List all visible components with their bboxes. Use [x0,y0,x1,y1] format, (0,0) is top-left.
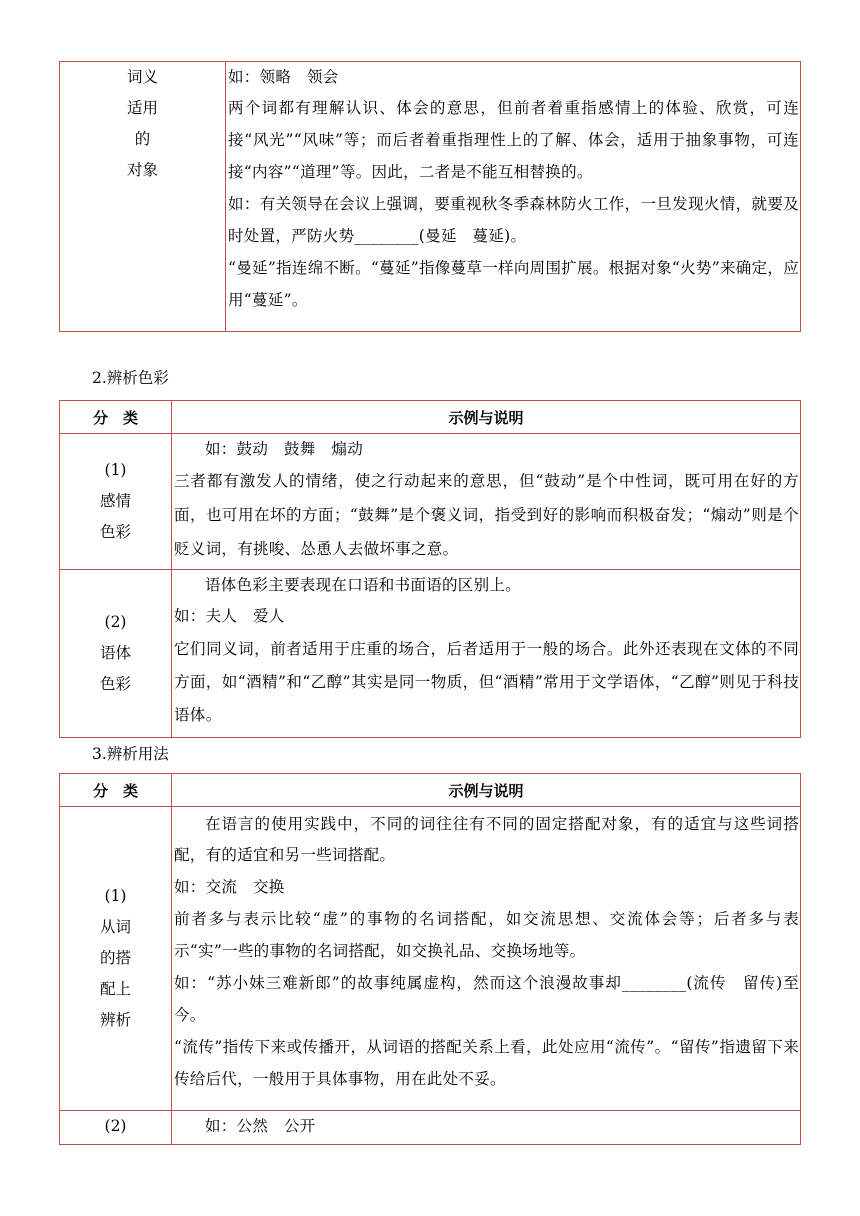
row-label [60,807,172,1111]
row-content [172,1111,801,1145]
example-line: 如：交流 交换 [174,878,285,896]
label-line: 对象 [126,161,158,179]
row-label [60,62,226,332]
section-heading: 3.辨析用法 [92,745,169,763]
explanation-paragraph: “曼延”指连绵不断。“蔓延”指像蔓草一样向周围扩展。根据对象“火势”来确定，应用“蔓延”。 [228,259,799,309]
table-header [60,774,801,807]
table-usage [59,773,801,1145]
label-line: (1) [104,887,127,905]
label-line: 语体 [99,644,131,662]
label-line: 适用 [126,99,158,117]
example-line: 如：领略 领会 [228,68,339,86]
row-label [60,570,172,738]
label-line: 从词 [99,918,131,936]
label-line: (1) [104,461,127,479]
row-content [172,434,801,570]
table-row [60,1111,801,1145]
row-label [60,1111,172,1145]
example-line: 如：鼓动 鼓舞 煽动 [205,440,364,458]
intro-paragraph: 在语言的使用实践中，不同的词往往有不同的固定搭配对象，有的适宜与这些词搭配，有的适宜和另一些词搭配。 [174,815,799,864]
table-color [59,400,801,738]
row-content [172,807,801,1111]
explanation-paragraph: 它们同义词，前者适用于庄重的场合，后者适用于一般的场合。此外还表现在文体的不同方面，如“酒精”和“乙醇”其实是同一物质，但“酒精”常用于文学语体，“乙醇”则见于科技语体。 [174,640,799,724]
row-label [60,434,172,570]
intro-line: 语体色彩主要表现在口语和书面语的区别上。 [205,576,522,594]
label-line: 配上 [99,980,131,998]
table-header [60,401,801,434]
example-line: 如：夫人 爱人 [174,607,285,625]
table-row [60,570,801,738]
table-word-meaning [59,61,801,332]
label-line: 辨析 [99,1011,131,1029]
example-paragraph: 如：“苏小妹三难新郎”的故事纯属虚构，然而这个浪漫故事却________(流传 留传)至今。 [174,974,799,1024]
explanation-paragraph: 前者多与表示比较“虚”的事物的名词搭配，如交流思想、交流体会等；后者多与表示“实”一些的事物的名词搭配，如交换礼品、交换场地等。 [174,910,799,960]
header-description: 示例与说明 [172,401,801,434]
header-category: 分 类 [60,774,172,807]
explanation-paragraph: “流传”指传下来或传播开，从词语的搭配关系上看，此处应用“流传”。“留传”指遗留下来传给后代，一般用于具体事物，用在此处不妥。 [174,1038,799,1088]
label-line: 的搭 [99,949,131,967]
header-description: 示例与说明 [172,774,801,807]
table-row [60,807,801,1111]
explanation-paragraph: 两个词都有理解认识、体会的意思，但前者着重指感情上的体验、欣赏，可连接“风光”“风味”等；而后者着重指理性上的了解、体会，适用于抽象事物，可连接“内容”“道理”等。因此，二者是不能互相替换的。 [228,99,799,181]
table-row [60,434,801,570]
section-heading: 2.辨析色彩 [92,369,169,387]
table-row [60,62,801,332]
label-line: (2) [104,1117,127,1135]
header-category: 分 类 [60,401,172,434]
label-line: 感情 [99,492,131,510]
example-line: 如：公然 公开 [205,1117,316,1135]
example-paragraph: 如：有关领导在会议上强调，要重视秋冬季森林防火工作，一旦发现火情，就要及时处置，严防火势________(曼延 蔓延)。 [228,195,799,245]
label-line: 词义 [126,68,158,86]
label-line: 的 [134,130,151,148]
row-content [172,570,801,738]
row-content [226,62,801,332]
explanation-paragraph: 三者都有激发人的情绪，使之行动起来的意思，但“鼓动”是个中性词，既可用在好的方面，也可用在坏的方面；“鼓舞”是个褒义词，指受到好的影响而积极奋发；“煽动”则是个贬义词，有挑唆、怂恿人去做坏事之意。 [174,472,799,558]
label-line: (2) [104,613,127,631]
label-line: 色彩 [99,523,131,541]
label-line: 色彩 [99,675,131,693]
